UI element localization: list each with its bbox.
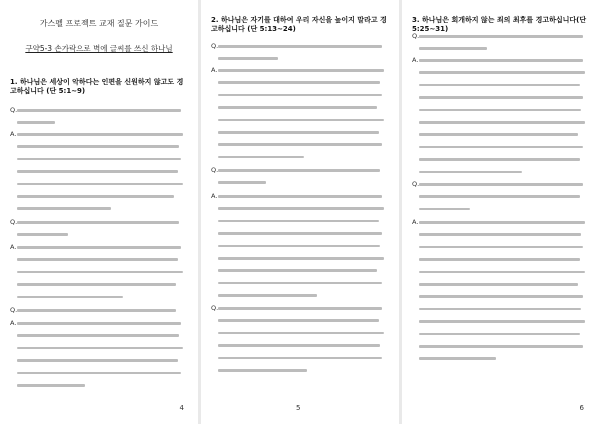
answer-mark: A. (412, 56, 419, 64)
question-mark: Q. (10, 218, 18, 226)
page-4 (0, 0, 198, 424)
question-mark: Q. (10, 306, 18, 314)
page-number: 4 (179, 404, 184, 412)
question-mark: Q. (211, 166, 219, 174)
page-6 (402, 0, 600, 424)
question-mark: Q. (412, 32, 420, 40)
lesson-subtitle: 구약5-3 손가락으로 벽에 글씨를 쓰신 하나님 (25, 44, 173, 53)
question-mark: Q. (10, 106, 18, 114)
section-heading-2: 2. 하나님은 자기를 대하여 우리 자신을 높이지 말라고 경고하십니다 (단 5:13~24) (211, 16, 387, 33)
answer-mark: A. (10, 319, 17, 327)
answer-mark: A. (211, 192, 218, 200)
answer-mark: A. (10, 130, 17, 138)
answer-mark: A. (10, 243, 17, 251)
answer-mark: A. (211, 66, 218, 74)
answer-mark: A. (412, 218, 419, 226)
question-mark: Q. (211, 304, 219, 312)
question-mark: Q. (211, 42, 219, 50)
section-heading-1: 1. 하나님은 세상이 악하다는 인편을 신원하지 않고도 경고하십니다 (단 5:1~9) (10, 78, 184, 95)
page-number: 5 (296, 404, 301, 412)
document-title: 가스펠 프로젝트 교재 질문 가이드 (39, 19, 159, 28)
question-mark: Q. (412, 180, 420, 188)
section-heading-3: 3. 하나님은 회개하지 않는 죄의 최후를 경고하십니다(단 5:25~31) (412, 16, 587, 33)
page-number: 6 (579, 404, 584, 412)
page-5 (201, 0, 399, 424)
